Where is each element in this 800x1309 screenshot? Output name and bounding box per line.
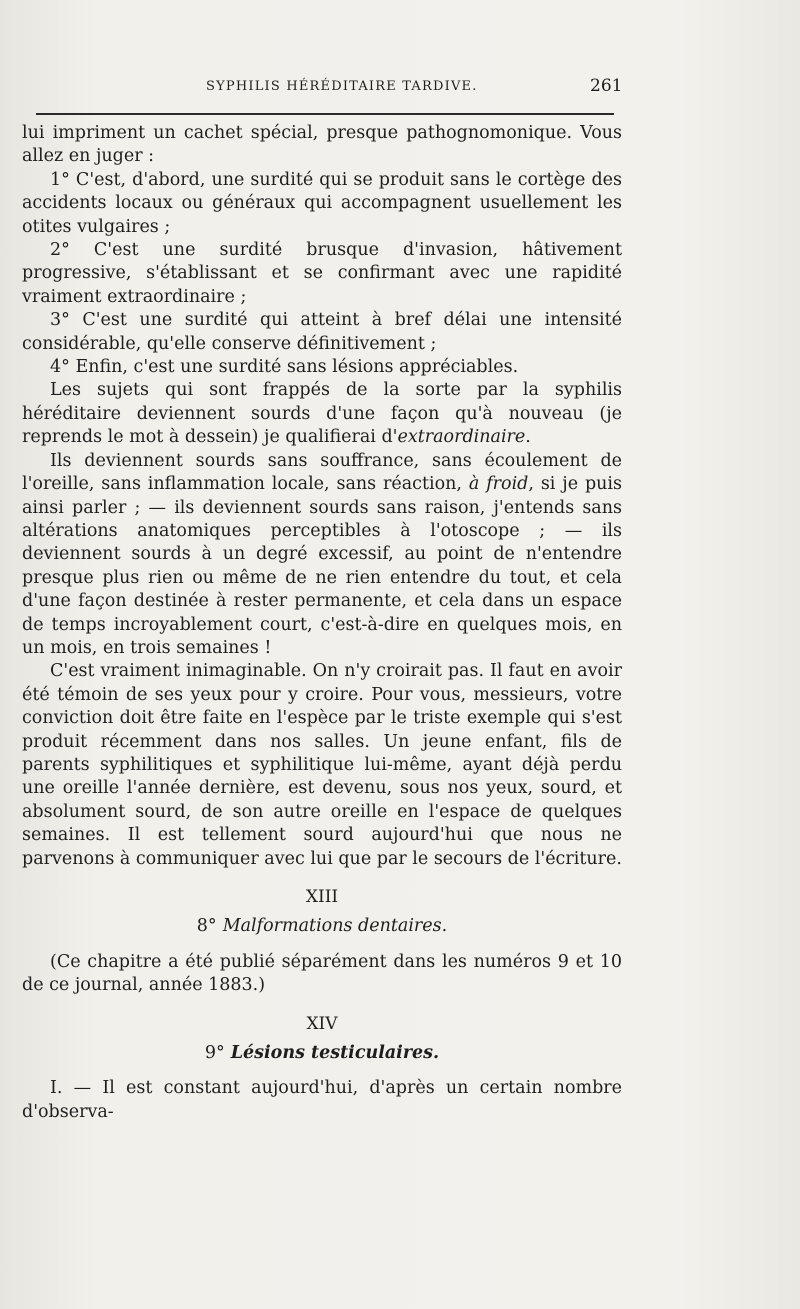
paragraph-subjects [22,379,622,449]
paragraph-case: C'est vraiment inimaginable. On n'y croirait pas. Il faut en avoir été témoin de ses yeux pour y croire. Pour vous, messieurs, votre conviction doit être faite en l'espèce par le triste exemple qui s'est produit récemment dans nos salles. Un jeune enfant, fils de parents syphilitiques et syphilitique lui-même, ayant déjà perdu une oreille l'année dernière, est devenu, sous nos yeux, sourd, et absolument sourd, de son autre oreille en l'espace de quelques semaines. Il est tellement sourd aujourd'hui que nous ne parvenons à communiquer avec lui que par le secours de l'écriture. [22,661,622,869]
section-title-text: Lésions testiculaires. [230,1043,440,1064]
body-text [22,122,622,1124]
header-rule [36,113,614,115]
text-run: . [525,427,531,448]
section-title [22,1042,622,1065]
section-label: 8° [196,916,217,937]
section-number: XIII [305,887,339,907]
section-number: XIV [306,1013,338,1034]
emphasis-text: à froid [468,474,529,495]
section-title [22,915,622,938]
paragraph-point-2: 2° C'est une surdité brusque d'invasion, hâtivement progressive, s'établissant et se confirmant avec une rapidité vraiment extraordinaire ; [22,240,622,307]
paragraph-observations: I. — Il est constant aujourd'hui, d'après un certain nombre d'observa- [22,1078,622,1122]
section-title-text: Malformations dentaires. [222,916,448,937]
page-number: 261 [590,76,623,96]
text-run: Ils deviennent sourds sans souffrance, sans écoulement de l'oreille, sans inflammation locale, sans réaction, [22,450,622,495]
text-run: Les sujets qui sont frappés de la sorte par la syphilis héréditaire deviennent sourds d'une façon qu'à nouveau (je reprends le mot à dessein) je qualifierai d' [22,380,622,448]
paragraph-point-4: 4° Enfin, c'est une surdité sans lésions appréciables. [50,357,519,378]
text-run: , si je puis ainsi parler ; — ils deviennent sourds sans raison, j'entends sans altérations anatomiques perceptibles à l'otoscope ; — ils deviennent sourds à un degré excessif, au point de n'entendre presque plus rien ou même de ne rien entendre du tout, et cela d'une façon destinée à rester permanente, et cela dans un espace de temps incroyablement court, c'est-à-dire en quelques mois, en un mois, en trois semaines ! [22,474,622,658]
paragraph-deafness [22,450,622,661]
section-label: 9° [204,1043,225,1064]
paragraph-note: (Ce chapitre a été publié séparément dans les numéros 9 et 10 de ce journal, année 1883.) [22,951,622,996]
paragraph-point-3: 3° C'est une surdité qui atteint à bref délai une intensité considérable, qu'elle conserve définitivement ; [22,310,622,354]
emphasis-text: extraordinaire [397,427,526,448]
paragraph-point-1: 1° C'est, d'abord, une surdité qui se produit sans le cortège des accidents locaux ou généraux qui accompagnent usuellement les otites vulgaires ; [22,169,622,237]
running-title: SYPHILIS HÉRÉDITAIRE TARDIVE. [206,79,478,94]
paragraph-intro: lui impriment un cachet spécial, presque pathognomonique. Vous allez en juger : [22,123,622,167]
